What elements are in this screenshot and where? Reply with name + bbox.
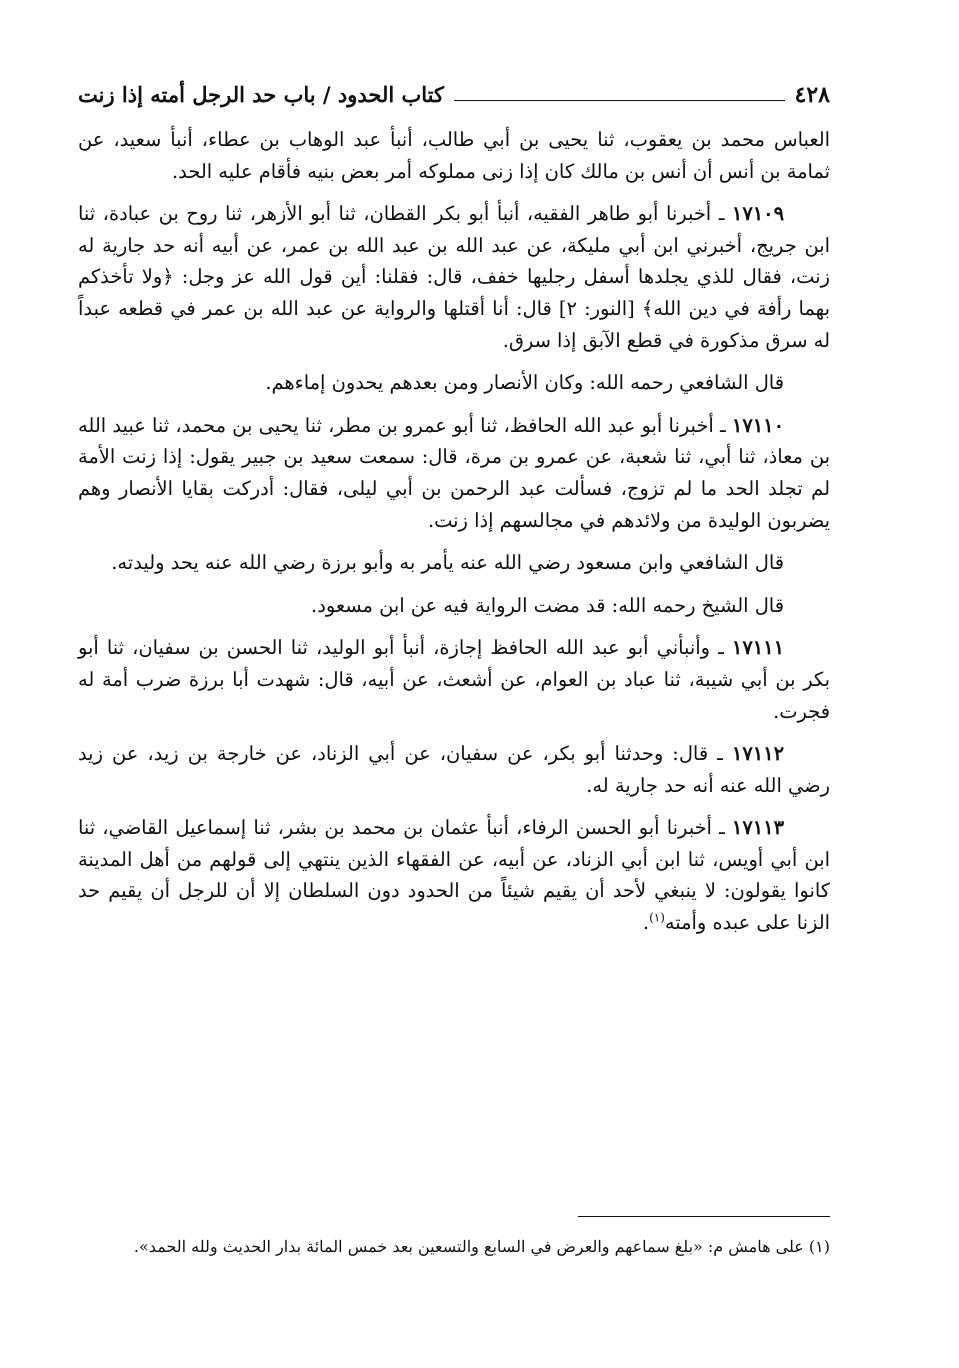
paragraph-text: ـ أخبرنا أبو طاهر الفقيه، أنبأ أبو بكر القطان، ثنا أبو الأزهر، ثنا روح بن عبادة، ثنا ابن جريج، أخبرني ابن أبي مليكة، عن عبد الله بن عبد الله بن عمر، عن أبيه أنه حد جارية له زنت، فقال للذي يجلدها أسفل رجليها خفف، قال: فقلنا: أين قول الله عز وجل: ﴿ولا تأخذكم بهما رأفة في دين الله﴾ [النور: ٢] قال: أنا أقتلها والرواية عن عبد الله بن عمر في قطعه عبداً له سرق مذكورة في قطع الآبق إذا سرق. [78,202,830,352]
paragraph-tail: . [642,911,650,935]
footnote: (١) على هامش م: «بلغ سماعهم والعرض في السابع والتسعين بعد خمس المائة بدار الحديث ولله الحمد». [133,1237,830,1256]
running-title: كتاب الحدود / باب حد الرجل أمته إذا زنت [78,82,444,107]
hadith-number: ١٧١١٣ [731,816,784,840]
paragraph-text: العباس محمد بن يعقوب، ثنا يحيى بن أبي طالب، أنبأ عبد الوهاب بن عطاء، أنبأ سعيد، عن ثمامة بن أنس أن أنس بن مالك كان إذا زنى مملوكه أمر بعض بنيه فأقام عليه الحد. [78,128,830,183]
paragraph [78,124,830,187]
paragraph-text: ـ أخبرنا أبو عبد الله الحافظ، ثنا أبو عمرو بن مطر، ثنا يحيى بن محمد، ثنا عبيد الله بن معاذ، ثنا أبي، ثنا شعبة، عن عمرو بن مرة، قال: سمعت سعيد بن جبير يقول: إذا زنت الأمة لم تجلد الحد ما لم تزوج، فسألت عبد الرحمن بن أبي ليلى، فقال: أدركت بقايا الأنصار وهم يضربون الوليدة من ولائدهم في مجالسهم إذا زنت. [78,413,830,532]
hadith-number: ١٧١٠٩ [731,202,784,226]
paragraph-text: ـ قال: وحدثنا أبو بكر، عن سفيان، عن أبي الزناد، عن خارجة بن زيد، عن زيد رضي الله عنه أنه حد جارية له. [78,742,830,797]
hadith-paragraph [78,410,830,536]
page-number: ٤٢٨ [794,82,830,108]
hadith-number: ١٧١١٠ [731,413,784,437]
paragraph [78,367,830,399]
page-header [78,78,830,108]
main-text [78,124,830,950]
paragraph-text: قال الشافعي رحمه الله: وكان الأنصار ومن بعدهم يحدون إماءهم. [265,371,784,395]
hadith-number: ١٧١١٢ [731,742,784,766]
paragraph-text: ـ أخبرنا أبو الحسن الرفاء، أنبأ عثمان بن محمد بن بشر، ثنا إسماعيل القاضي، ثنا ابن أبي أويس، ثنا ابن أبي الزناد، عن أبيه، عن الفقهاء الذين ينتهي إلى قولهم من أهل المدينة كانوا يقولون: لا ينبغي لأحد أن يقيم شيئاً من الحدود دون السلطان إلا أن للرجل أن يقيم حد الزنا على عبده وأمته [78,816,830,935]
hadith-number: ١٧١١١ [731,636,784,660]
footnote-separator [578,1216,830,1217]
hadith-paragraph [78,198,830,356]
header-rule [454,100,785,101]
hadith-paragraph [78,632,830,727]
paragraph-text: ـ وأنبأني أبو عبد الله الحافظ إجازة، أنبأ أبو الوليد، ثنا الحسن بن سفيان، ثنا أبو بكر بن أبي شيبة، ثنا عباد بن العوام، عن أشعث، عن أبيه، قال: شهدت أبا برزة ضرب أمة له فجرت. [78,636,830,723]
footnote-reference[interactable]: (١) [649,910,665,925]
hadith-paragraph [78,812,830,938]
paragraph-text: قال الشافعي وابن مسعود رضي الله عنه يأمر به وأبو برزة رضي الله عنه يحد وليدته. [111,551,784,575]
paragraph [78,547,830,579]
paragraph-text: قال الشيخ رحمه الله: قد مضت الرواية فيه عن ابن مسعود. [311,593,784,617]
paragraph [78,590,830,622]
hadith-paragraph [78,738,830,801]
footnotes [78,1232,830,1261]
